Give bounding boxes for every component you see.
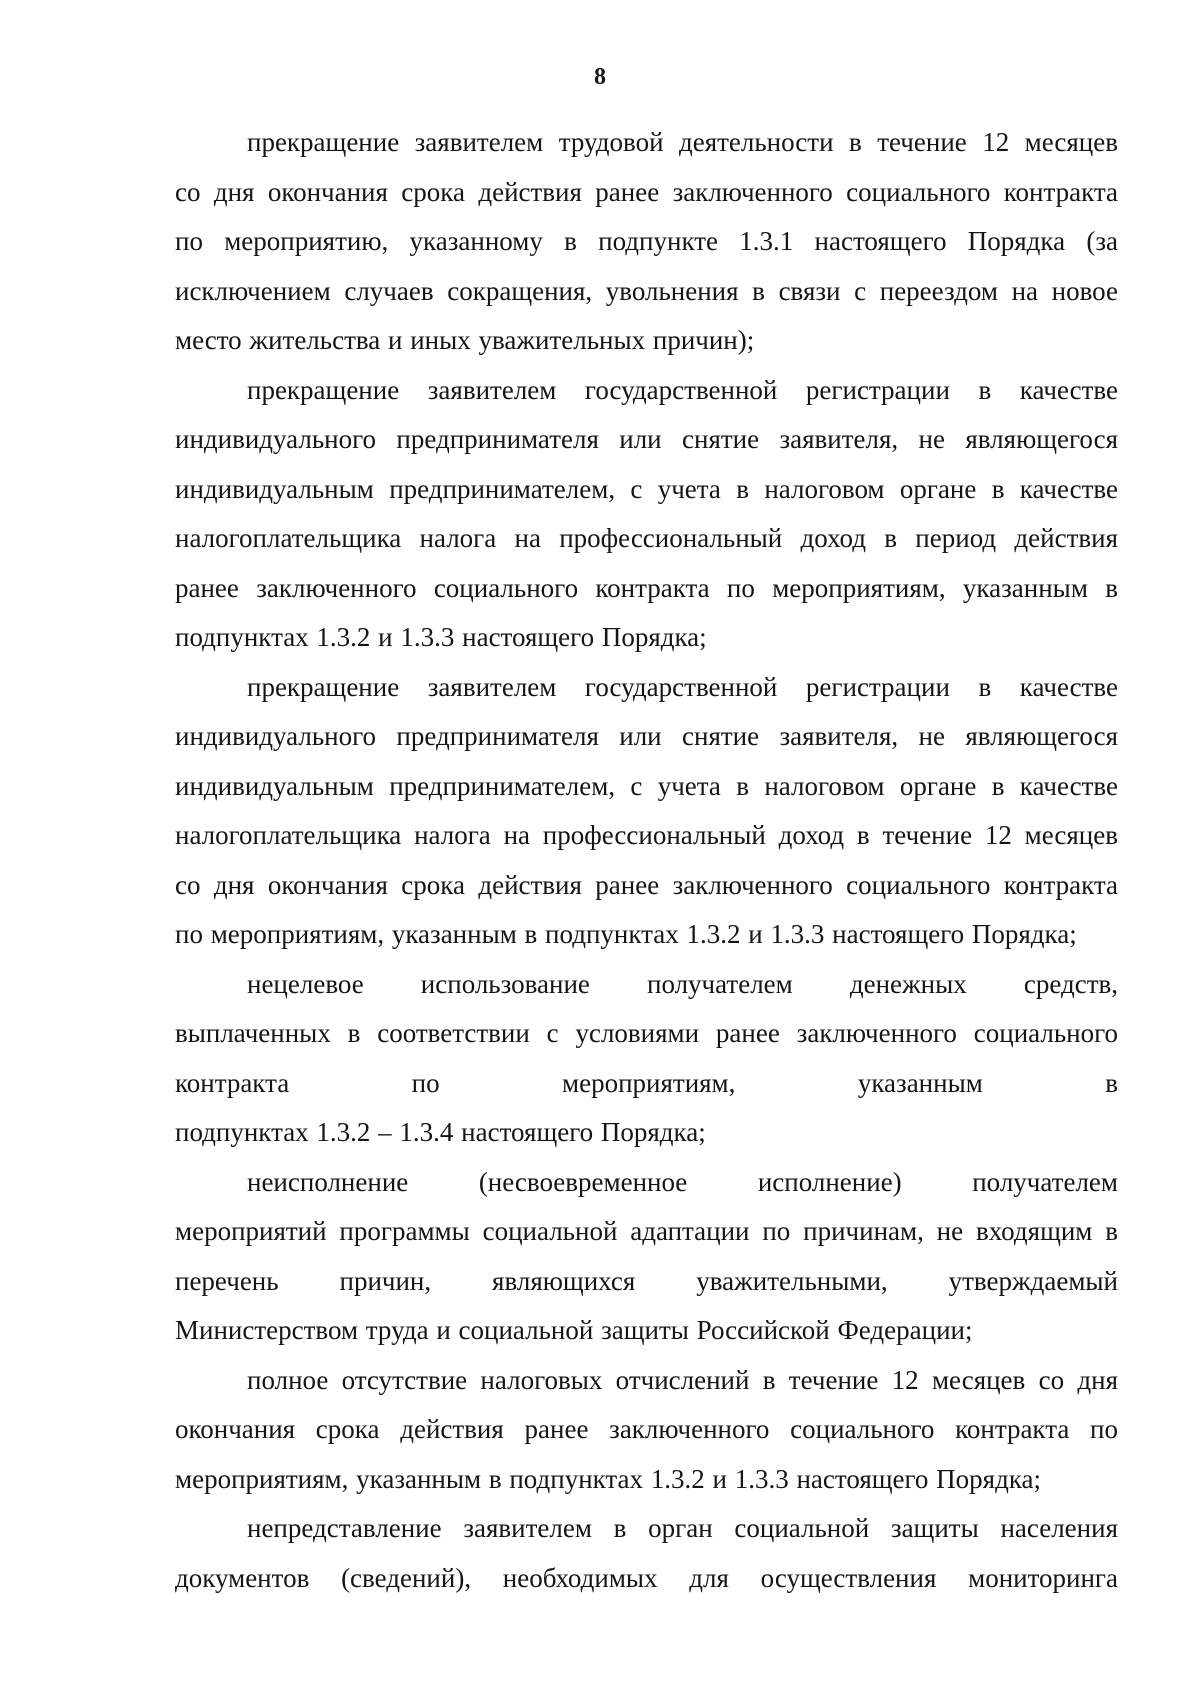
page-number: 8 xyxy=(594,64,606,90)
document-body xyxy=(175,118,1118,1603)
text-line: налогоплательщика налога на профессиональный доход в период действия xyxy=(175,523,1118,553)
text-line: по мероприятию, указанному в подпункте 1.3.1 настоящего Порядка (за xyxy=(175,226,1118,256)
text-line: выплаченных в соответствии с условиями ранее заключенного социального xyxy=(175,1018,1118,1048)
paragraph-6 xyxy=(175,1356,1118,1505)
text-line: ранее заключенного социального контракта по мероприятиям, указанным в xyxy=(175,572,1118,603)
text-line: прекращение заявителем государственной регистрации в качестве xyxy=(247,374,1118,405)
paragraph-7 xyxy=(175,1504,1118,1603)
text-line: индивидуальным предпринимателем, с учета в налоговом органе в качестве xyxy=(175,473,1118,504)
text-line: нецелевое использование получателем денежных средств, xyxy=(247,968,1118,999)
text-line: со дня окончания срока действия ранее заключенного социального контракта xyxy=(175,176,1118,207)
paragraph-4 xyxy=(175,960,1118,1158)
text-line: прекращение заявителем государственной регистрации в качестве xyxy=(247,671,1118,702)
text-line: мероприятий программы социальной адаптации по причинам, не входящим в xyxy=(175,1216,1118,1246)
text-line: контракта по мероприятиям, указанным в xyxy=(175,1067,1118,1098)
text-line: подпунктах 1.3.2 – 1.3.4 настоящего Порядка; xyxy=(175,1117,706,1147)
text-line: место жительства и иных уважительных причин); xyxy=(175,325,755,355)
text-line: окончания срока действия ранее заключенного социального контракта по xyxy=(175,1414,1118,1444)
text-line: индивидуальным предпринимателем, с учета в налоговом органе в качестве xyxy=(175,770,1118,801)
text-line: неисполнение (несвоевременное исполнение) получателем xyxy=(247,1166,1118,1197)
text-line: подпунктах 1.3.2 и 1.3.3 настоящего Порядка; xyxy=(175,622,707,652)
text-line: налогоплательщика налога на профессиональный доход в течение 12 месяцев xyxy=(175,820,1118,850)
text-line: мероприятиям, указанным в подпунктах 1.3.2 и 1.3.3 настоящего Порядка; xyxy=(175,1463,1042,1494)
text-line: перечень причин, являющихся уважительными, утверждаемый xyxy=(175,1265,1118,1296)
text-line: документов (сведений), необходимых для осуществления мониторинга xyxy=(175,1562,1118,1593)
text-line: полное отсутствие налоговых отчислений в течение 12 месяцев со дня xyxy=(247,1364,1118,1395)
text-line: непредставление заявителем в орган социальной защиты населения xyxy=(247,1513,1118,1543)
text-line: индивидуального предпринимателя или снятие заявителя, не являющегося xyxy=(175,721,1118,751)
text-line: по мероприятиям, указанным в подпунктах 1.3.2 и 1.3.3 настоящего Порядка; xyxy=(175,919,1077,949)
paragraph-2 xyxy=(175,366,1118,663)
paragraph-3 xyxy=(175,663,1118,960)
text-line: исключением случаев сокращения, увольнения в связи с переездом на новое xyxy=(175,275,1118,306)
paragraph-5 xyxy=(175,1158,1118,1356)
text-line: со дня окончания срока действия ранее заключенного социального контракта xyxy=(175,869,1118,900)
paragraph-1 xyxy=(175,118,1118,366)
text-line: индивидуального предпринимателя или снятие заявителя, не являющегося xyxy=(175,424,1118,454)
text-line: Министерством труда и социальной защиты Российской Федерации; xyxy=(175,1315,973,1345)
text-line: прекращение заявителем трудовой деятельности в течение 12 месяцев xyxy=(247,127,1118,157)
